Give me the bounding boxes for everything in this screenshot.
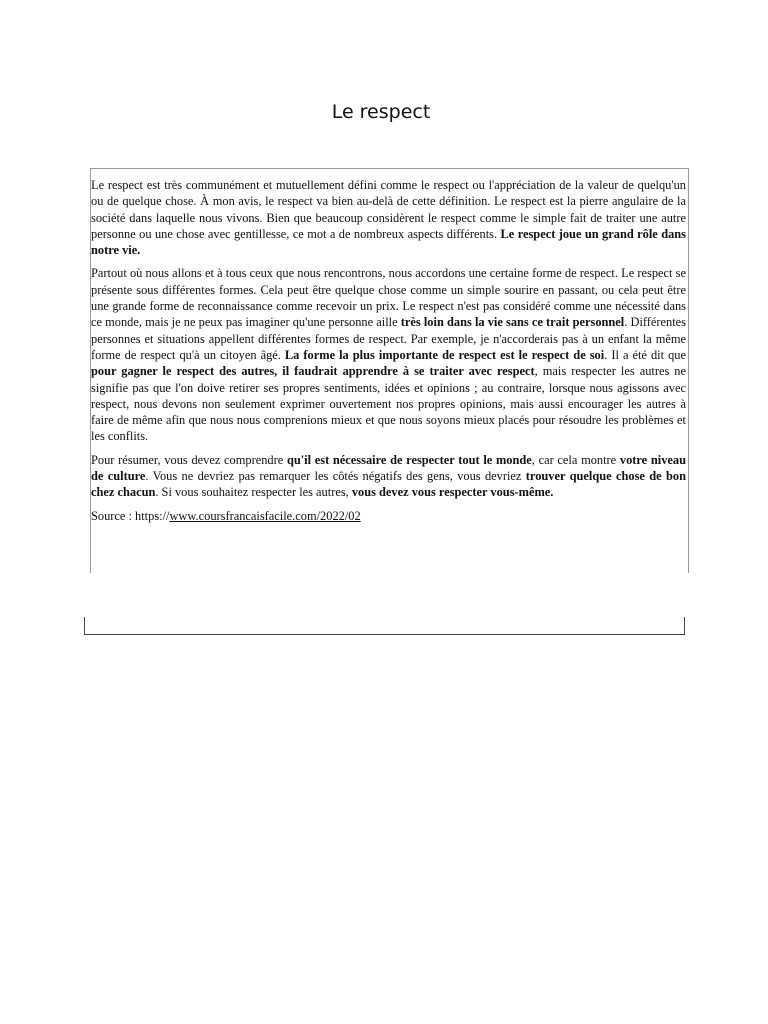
text-segment: Pour résumer, vous devez comprendre: [91, 452, 287, 467]
empty-frame-border: [84, 617, 685, 635]
bold-segment: Le respect joue un grand rôle dans notre vie.: [91, 226, 686, 258]
text-segment: . Vous ne devriez pas remarquer les côtés négatifs des gens, vous devriez: [145, 469, 526, 484]
text-segment: . Si vous souhaitez respecter les autres,: [155, 485, 352, 500]
source-prefix: Source : https://: [91, 508, 170, 523]
bold-segment: trouver quelque chose de bon chez chacun: [91, 469, 686, 500]
paragraph-forms-of-respect: [91, 265, 686, 444]
bold-segment: La forme la plus importante de respect est le respect de soi: [284, 347, 605, 362]
text-segment: Le respect est très communément et mutuellement défini comme le respect ou l'appréciation de la valeur de quelqu'un ou de quelque chose. À mon avis, le respect va bien au-delà de cette définition. Le respect est la pierre angulaire de la société dans laquelle nous vivons. Bien que beaucoup considèrent le respect comme le simple fait de traiter une autre personne ou une chose avec gentillesse, ce mot a de nombreux aspects différents.: [91, 178, 686, 241]
bold-segment: vous devez vous respecter vous-même.: [351, 485, 554, 500]
bold-segment: qu'il est nécessaire de respecter tout le monde: [286, 452, 532, 467]
bold-segment: votre niveau de culture: [91, 452, 687, 484]
text-frame: [90, 168, 689, 573]
text-segment: , mais respecter les autres ne signifie pas que l'on doive retirer ses propres sentiments, idées et opinions ; au contraire, lorsque nous agissons avec respect, nous devons non seulement exprimer ouvertement nos propres opinions, mais aussi encourager les autres à faire de même afin que nous nous comprenions mieux et que nous soyons mieux placés pour résoudre les problèmes et les conflits.: [91, 364, 686, 444]
paragraph-intro: [91, 177, 686, 258]
text-segment: Partout où nous allons et à tous ceux que nous rencontrons, nous accordons une certaine forme de respect. Le respect se présente sous différentes formes. Cela peut être quelque chose comme un simple sourire en passant, ou cela peut être une grande forme de reconnaissance comme recevoir un prix. Le respect n'est pas considéré comme une nécessité dans ce monde, mais je ne peux pas imaginer qu'une personne aille: [91, 266, 686, 330]
text-segment: , car cela montre: [531, 452, 620, 467]
bold-segment: pour gagner le respect des autres, il faudrait apprendre à se traiter avec respect: [91, 364, 535, 379]
source-link[interactable]: www.coursfrancaisfacile.com/2022/02: [169, 508, 361, 523]
source-line: [91, 508, 686, 524]
document-title: Le respect: [331, 101, 431, 123]
bold-segment: très loin dans la vie sans ce trait personnel: [400, 315, 625, 330]
text-segment: . Il a été dit que: [604, 347, 686, 362]
paragraph-summary: [91, 452, 686, 501]
text-segment: . Différentes personnes et situations appellent différentes formes de respect. Par exemple, je n'accorderais pas à un enfant la même forme de respect qu'à un citoyen âgé.: [91, 315, 687, 362]
